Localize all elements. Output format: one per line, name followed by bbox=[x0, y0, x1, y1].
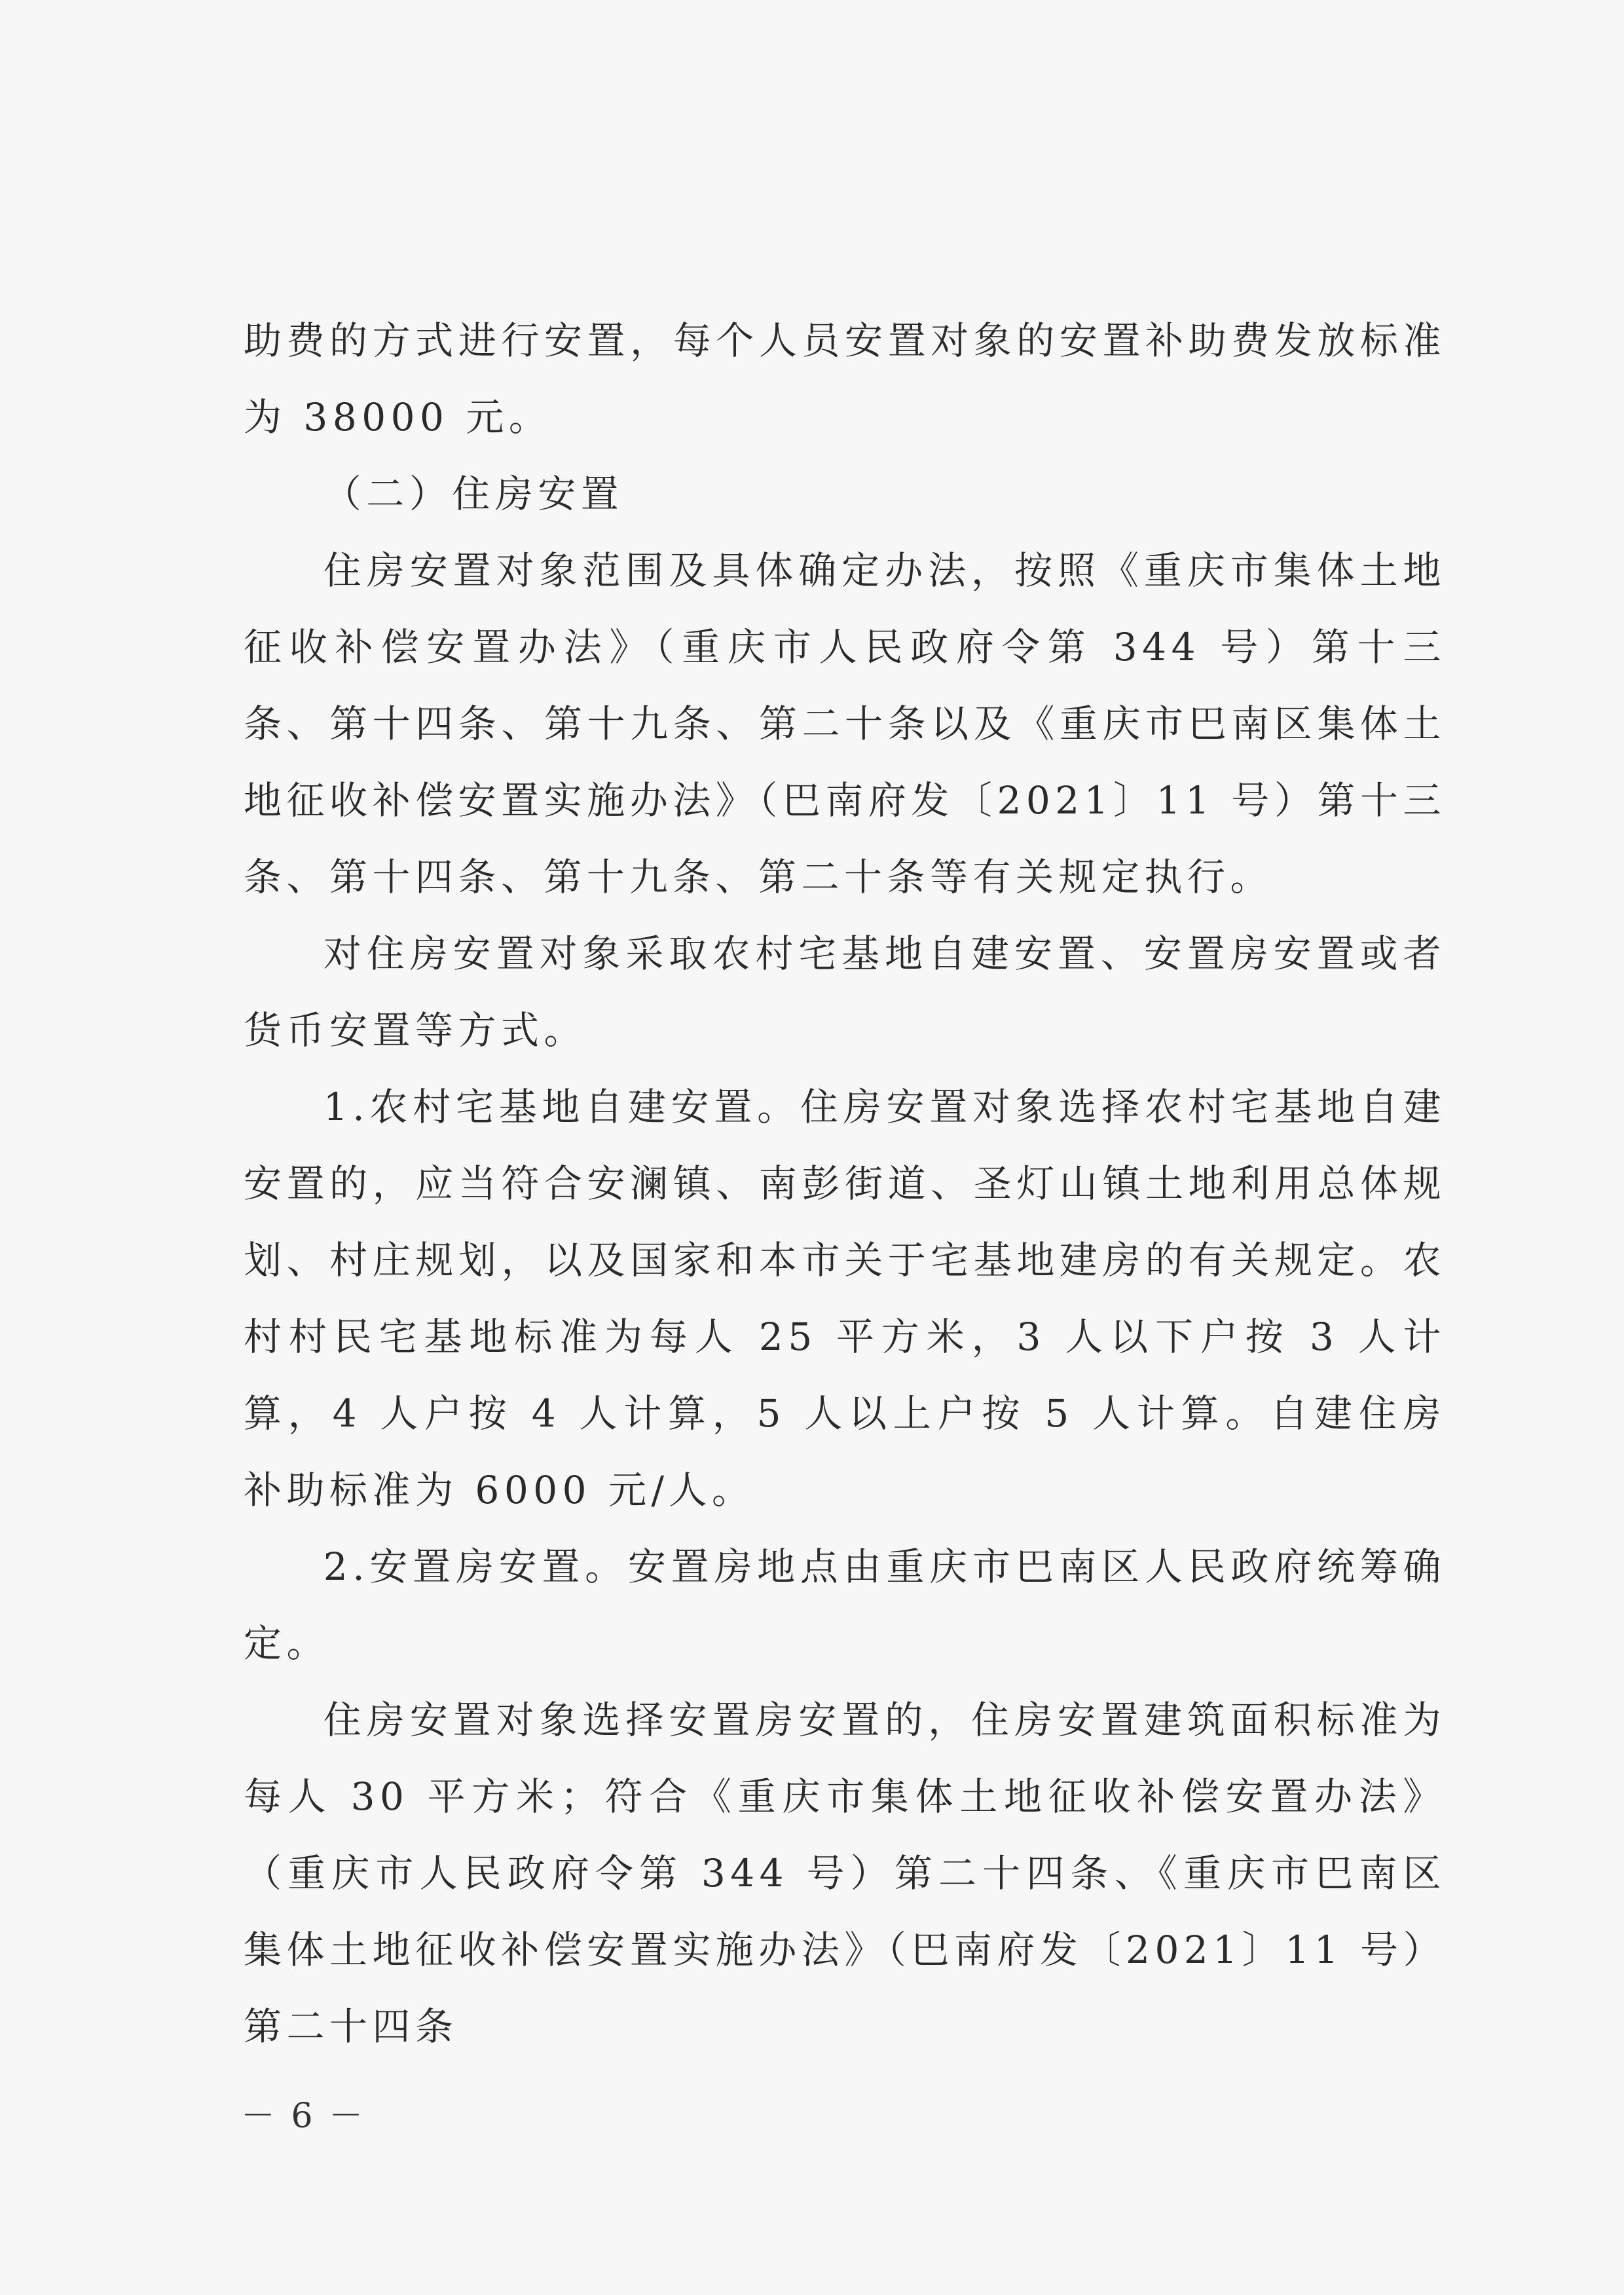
document-body bbox=[244, 303, 1446, 2065]
paragraph-area-standard: 住房安置对象选择安置房安置的，住房安置建筑面积标准为每人 30 平方米；符合《重庆市集体土地征收补偿安置办法》（重庆市人民政府令第 344 号）第二十四条、《重庆市巴南区集体土地征收补偿安置实施办法》（巴南府发〔2021〕11 号）第二十四条 bbox=[244, 1698, 1446, 2049]
paragraph-subsidy-continued: 助费的方式进行安置，每个人员安置对象的安置补助费发放标准为 38000 元。 bbox=[244, 318, 1446, 439]
paragraph-resettlement-housing: 2.安置房安置。安置房地点由重庆市巴南区人民政府统筹确定。 bbox=[244, 1544, 1446, 1666]
paragraph-housing-scope: 住房安置对象范围及具体确定办法，按照《重庆市集体土地征收补偿安置办法》（重庆市人民政府令第 344 号）第十三条、第十四条、第十九条、第二十条以及《重庆市巴南区集体土地征收补偿安置实施办法》（巴南府发〔2021〕11 号）第十三条、第十四条、第十九条、第二十条等有关规定执行。 bbox=[244, 548, 1446, 899]
paragraph-housing-methods: 对住房安置对象采取农村宅基地自建安置、安置房安置或者货币安置等方式。 bbox=[244, 931, 1446, 1053]
page-number: － 6 － bbox=[241, 2097, 366, 2136]
section-heading-housing: （二）住房安置 bbox=[323, 472, 624, 516]
paragraph-self-build: 1.农村宅基地自建安置。住房安置对象选择农村宅基地自建安置的，应当符合安澜镇、南彭街道、圣灯山镇土地利用总体规划、村庄规划，以及国家和本市关于宅基地建房的有关规定。农村村民宅基地标准为每人 25 平方米，3 人以下户按 3 人计算，4 人户按 4 人计算，5 人以上户按 5 人计算。自建住房补助标准为 6000 元/人。 bbox=[244, 1085, 1446, 1512]
